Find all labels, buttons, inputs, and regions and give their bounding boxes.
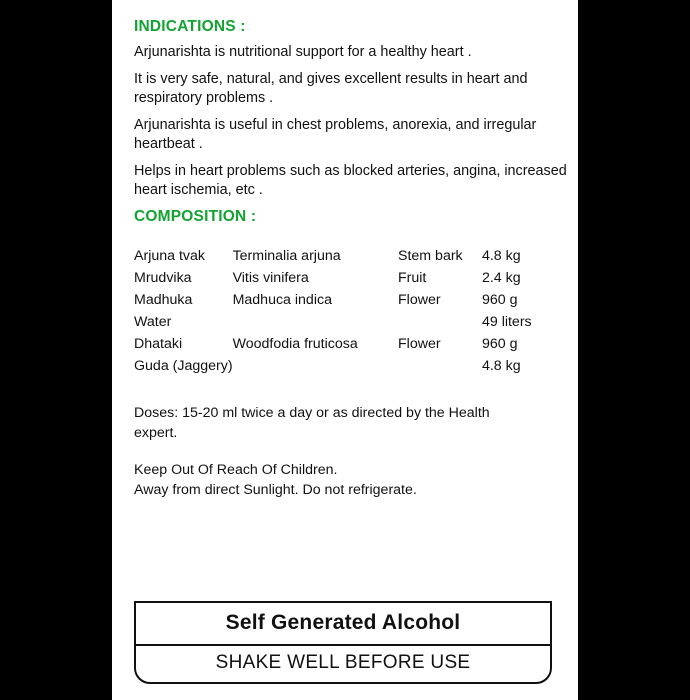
self-generated-alcohol-text: Self Generated Alcohol xyxy=(136,603,550,646)
warnings-block xyxy=(134,461,562,500)
table-row xyxy=(134,358,538,380)
warning-children: Keep Out Of Reach Of Children. xyxy=(134,461,338,478)
ingredient-sanskrit: Guda (Jaggery) xyxy=(134,357,233,374)
dosage-line-2: expert. xyxy=(134,424,178,441)
footer-panel xyxy=(134,601,552,684)
ingredient-part: Flower xyxy=(398,291,441,308)
shake-well-text: SHAKE WELL BEFORE USE xyxy=(215,652,471,673)
table-row xyxy=(134,248,538,270)
ingredient-quantity: 960 g xyxy=(481,335,518,352)
ingredient-part xyxy=(398,314,482,336)
table-row xyxy=(134,270,538,292)
product-label-card xyxy=(112,0,578,700)
dosage-line-1: Doses: 15-20 ml twice a day or as directed by the Health xyxy=(134,404,490,421)
ingredient-part: Flower xyxy=(398,335,441,352)
ingredient-sanskrit: Dhataki xyxy=(134,335,183,352)
ingredient-sanskrit: Mrudvika xyxy=(134,269,192,286)
indications-heading: INDICATIONS : xyxy=(134,18,246,35)
ingredient-latin: Vitis vinifera xyxy=(232,269,309,286)
indications-line-4: Helps in heart problems such as blocked arteries, angina, increased heart ischemia, etc . xyxy=(134,162,567,198)
ingredient-latin: Woodfodia fruticosa xyxy=(232,335,358,352)
ingredient-sanskrit: Madhuka xyxy=(134,291,193,308)
indications-line-2: It is very safe, natural, and gives excellent results in heart and respiratory problems . xyxy=(134,70,528,106)
footer-box xyxy=(134,601,552,684)
indications-line-1: Arjunarishta is nutritional support for a healthy heart . xyxy=(134,44,472,60)
composition-heading: COMPOSITION : xyxy=(134,207,257,225)
warning-storage: Away from direct Sunlight. Do not refrigerate. xyxy=(134,481,417,498)
ingredient-quantity: 960 g xyxy=(481,291,518,308)
ingredient-sanskrit: Water xyxy=(134,313,172,330)
ingredient-part: Stem bark xyxy=(398,247,463,264)
ingredient-latin: Madhuca indica xyxy=(232,291,332,308)
composition-table xyxy=(134,248,538,380)
table-row xyxy=(134,314,538,336)
ingredient-quantity: 4.8 kg xyxy=(481,357,521,374)
ingredient-quantity: 49 liters xyxy=(481,313,532,330)
table-row xyxy=(134,292,538,314)
table-row xyxy=(134,336,538,358)
ingredient-latin xyxy=(233,358,398,380)
ingredient-quantity: 4.8 kg xyxy=(481,247,521,264)
dosage-block xyxy=(134,404,562,443)
ingredient-latin: Terminalia arjuna xyxy=(232,247,341,264)
ingredient-sanskrit: Arjuna tvak xyxy=(134,247,205,264)
ingredient-quantity: 2.4 kg xyxy=(481,269,521,286)
ingredient-latin xyxy=(233,314,398,336)
indications-line-3: Arjunarishta is useful in chest problems, anorexia, and irregular heartbeat . xyxy=(134,116,537,152)
ingredient-part xyxy=(398,358,482,380)
ingredient-part: Fruit xyxy=(398,269,427,286)
